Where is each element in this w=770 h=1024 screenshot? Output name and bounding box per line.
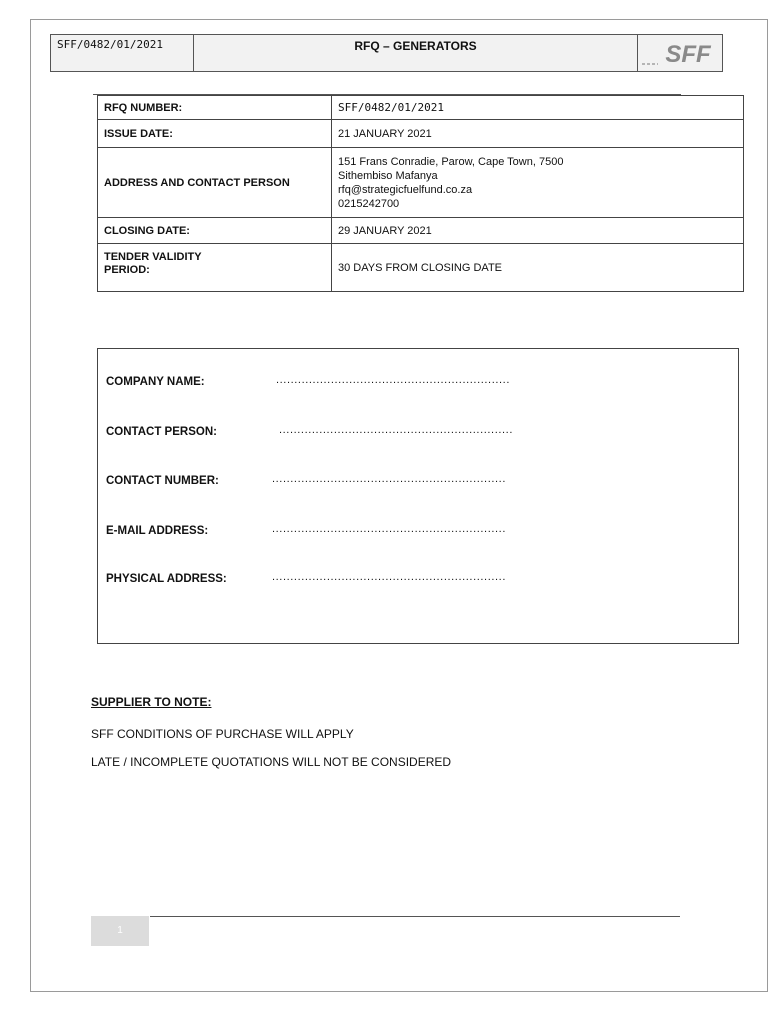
contact-person: Sithembiso Mafanya [338, 169, 438, 182]
address-contact-label: ADDRESS AND CONTACT PERSON [98, 148, 332, 218]
header-title: RFQ – GENERATORS [194, 35, 638, 71]
sff-logo-graphic [638, 35, 722, 71]
address-contact-value [332, 148, 744, 218]
physical-address-field[interactable]: ................................................................ [272, 571, 506, 583]
issue-date-value: 21 JANUARY 2021 [332, 120, 744, 148]
table-row [98, 218, 744, 244]
rfq-number-label: RFQ NUMBER: [98, 96, 332, 120]
email-address-label: E-MAIL ADDRESS: [106, 525, 209, 537]
document-header [50, 34, 723, 72]
company-name-label: COMPANY NAME: [106, 376, 205, 388]
sff-logo [638, 35, 722, 71]
closing-date-value: 29 JANUARY 2021 [332, 218, 744, 244]
company-name-field[interactable]: ................................................................ [276, 374, 510, 386]
footer-rule [150, 916, 680, 917]
contact-phone: 0215242700 [338, 197, 400, 210]
address-line: 151 Frans Conradie, Parow, Cape Town, 7500 [338, 155, 564, 168]
tender-validity-value: 30 DAYS FROM CLOSING DATE [332, 244, 744, 292]
issue-date-label: ISSUE DATE: [98, 120, 332, 148]
table-row [98, 244, 744, 292]
header-reference: SFF/0482/01/2021 [51, 35, 194, 71]
table-row [98, 148, 744, 218]
contact-email: rfq@strategicfuelfund.co.za [338, 183, 473, 196]
logo-text: SFF [665, 41, 711, 68]
supplier-note-title: SUPPLIER TO NOTE: [91, 695, 212, 709]
tender-validity-label-line: PERIOD: [104, 263, 150, 276]
table-row [98, 120, 744, 148]
contact-person-field[interactable]: ................................................................ [279, 424, 513, 436]
company-details-box [97, 348, 739, 644]
page-number: 1 [91, 916, 149, 946]
rfq-info-table [97, 95, 744, 292]
contact-person-label: CONTACT PERSON: [106, 426, 217, 438]
physical-address-label: PHYSICAL ADDRESS: [106, 573, 227, 585]
supplier-note-line: SFF CONDITIONS OF PURCHASE WILL APPLY [91, 727, 354, 741]
email-address-field[interactable]: ................................................................ [272, 523, 506, 535]
table-row [98, 96, 744, 120]
supplier-note-line: LATE / INCOMPLETE QUOTATIONS WILL NOT BE CONSIDERED [91, 755, 452, 769]
rfq-number-value: SFF/0482/01/2021 [332, 96, 744, 120]
closing-date-label: CLOSING DATE: [98, 218, 332, 244]
contact-number-field[interactable]: ................................................................ [272, 473, 506, 485]
contact-number-label: CONTACT NUMBER: [106, 475, 219, 487]
tender-validity-label [98, 244, 332, 292]
tender-validity-label-line: TENDER VALIDITY [104, 250, 202, 263]
